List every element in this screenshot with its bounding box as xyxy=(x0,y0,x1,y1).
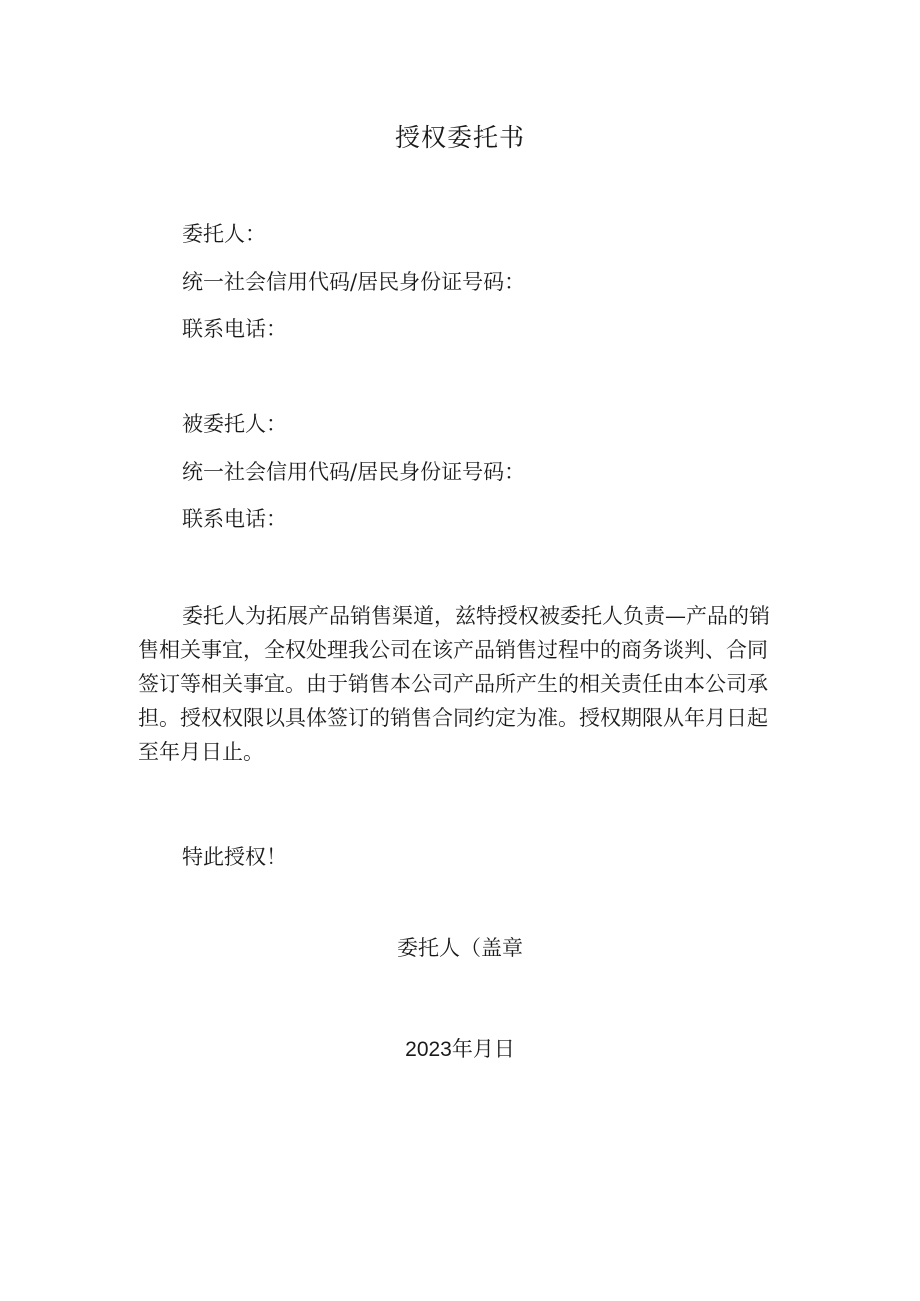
agent-label: 被委托人： xyxy=(182,412,287,436)
date-rest: 年月日 xyxy=(451,1037,515,1061)
date-year: 2023 xyxy=(405,1038,452,1061)
principal-label: 委托人： xyxy=(182,222,266,246)
authorization-paragraph: 委托人为拓展产品销售渠道，兹特授权被委托人负责—产品的销售相关事宜，全权处理我公司在该产品销售过程中的商务谈判、合同签订等相关事宜。由于销售本公司产品所产生的相关责任由本公司承担。授权权限以具体签订的销售合同约定为准。授权期限从年月日起至年月日止。 xyxy=(138,604,770,764)
closing-statement: 特此授权！ xyxy=(182,845,287,869)
agent-id-label: 统一社会信用代码/居民身份证号码： xyxy=(182,460,526,484)
principal-id-label: 统一社会信用代码/居民身份证号码： xyxy=(182,270,526,294)
principal-phone-label: 联系电话： xyxy=(182,317,287,341)
document-title: 授权委托书 xyxy=(394,123,525,152)
authorization-body xyxy=(138,599,784,769)
date-line xyxy=(0,1034,920,1065)
agent-phone-label: 联系电话： xyxy=(182,507,287,531)
signature-line: 委托人（盖章 xyxy=(397,936,523,960)
